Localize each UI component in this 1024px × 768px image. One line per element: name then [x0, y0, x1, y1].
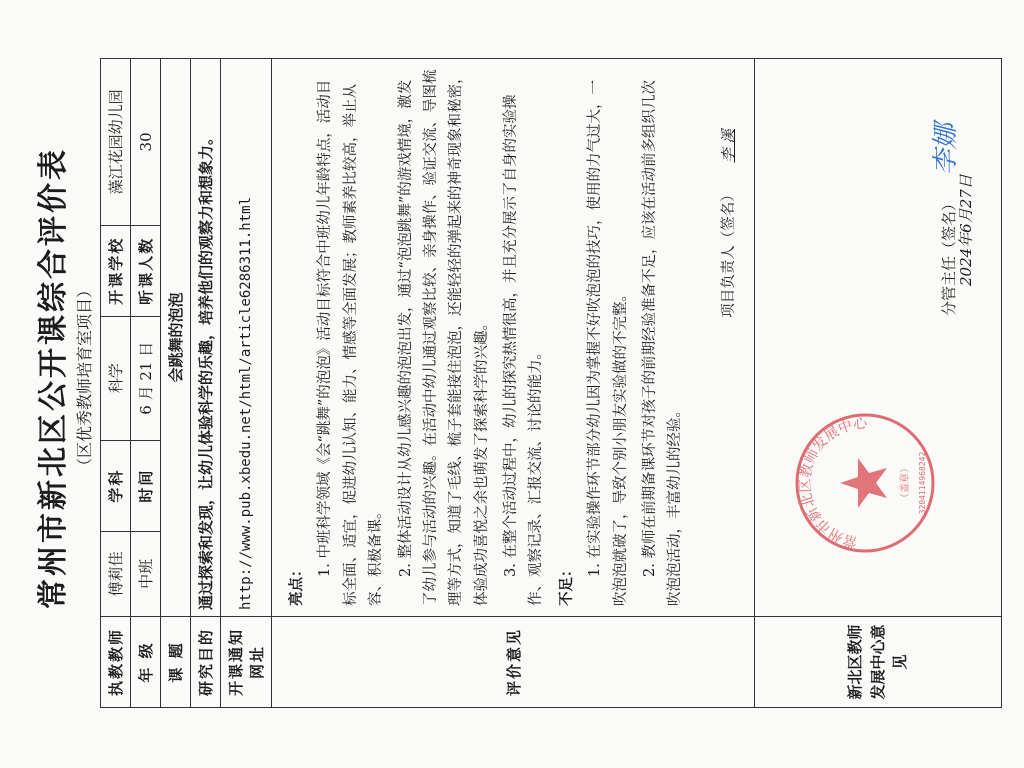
- purpose-value: 通过探索和发现，让幼儿体验科学的乐趣，培养他们的观察力和想象力。: [191, 59, 221, 617]
- stamp-star-icon: [840, 458, 887, 508]
- shortcoming-point: 2. 教师在前期备课环节对孩子的前期经验准备不足，应该在活动前多组织几次吹泡泡活动，丰富幼儿的经验。: [641, 80, 684, 606]
- form-subtitle: （区优秀教师培育室项目）: [75, 282, 94, 475]
- teacher-label: 执教教师: [101, 617, 131, 708]
- grade-value: 中班: [131, 531, 161, 616]
- form-title: 常州市新北区公开课综合评价表: [36, 147, 71, 609]
- school-value: 藻江花园幼儿园: [101, 59, 131, 226]
- url-label: 开课通知网址: [221, 617, 272, 708]
- highlights-heading: 亮点：: [288, 562, 305, 606]
- subject-value: 科学: [101, 316, 131, 440]
- director-sign-label: 分管主任（签名）: [940, 195, 958, 316]
- purpose-label: 研究目的: [191, 617, 221, 708]
- form-table: [100, 58, 1002, 708]
- highlight-point: 3. 在整个活动过程中，幼儿的探究热情很高，并且充分展示了自身的实验操作、观察记录、汇报交流、讨论的能力。: [503, 94, 545, 606]
- shortcoming-point: 1. 在实验操作环节部分幼儿因为掌握不好吹泡泡的技巧，使用的力气过大，一吹泡泡就破了，导致个别小朋友实验做的不完整。: [587, 80, 629, 606]
- stamp-text: 常州市新北区教师发展中心: [797, 415, 868, 550]
- listeners-label: 听课人数: [131, 225, 161, 316]
- highlight-point: 1. 中班科学领域《会“跳舞”的泡泡》活动目标符合中班幼儿年龄特点，活动目标全面、适宜，促进幼儿认知、能力、情感等全面发展；教师素养比较高，举止从容、积极备课。: [317, 79, 385, 606]
- project-lead-signature: 李 溪: [720, 129, 737, 163]
- subject-label: 学科: [101, 440, 131, 531]
- grade-label: 年 级: [131, 617, 161, 708]
- school-label: 开课学校: [101, 225, 131, 316]
- evaluation-content: [272, 59, 755, 617]
- url-value: http://www.pub.xbedu.net/html/article6286311.html: [221, 59, 272, 617]
- project-lead-sign-label: 项目负责人（签名）: [720, 187, 737, 318]
- center-opinion-label: 新北区教师发展中心意见: [755, 617, 1002, 708]
- shortcomings-heading: 不足：: [557, 562, 575, 606]
- sign-date: 2024年6月27日: [957, 174, 975, 286]
- listeners-value: 30: [131, 59, 161, 226]
- stamp-number: 3204114968242: [918, 451, 927, 515]
- time-label: 时间: [131, 440, 161, 531]
- topic-label: 课 题: [161, 617, 191, 708]
- evaluation-label: 评价意见: [272, 617, 755, 708]
- stamp-subtext: （盖章）: [900, 463, 911, 503]
- topic-value: 会跳舞的泡泡: [161, 59, 191, 617]
- director-signature: 李娜: [931, 123, 961, 176]
- time-value: 6 月 21 日: [131, 316, 161, 440]
- official-stamp: [790, 408, 940, 558]
- project-lead-signature-line: [717, 69, 742, 606]
- highlight-point: 2. 整体活动设计从幼儿感兴趣的泡泡出发，通过“泡泡跳舞”的游戏情境，激发了幼儿参与活动的兴趣。在活动中幼儿通过观察比较、亲身操作、验证交流、导图梳理等方式，知道了毛线、梳子套能接住泡泡，还能轻轻的弹起来的神奇现象和秘密，体验成功喜悦之余也萌发了探索科学的兴趣。: [397, 69, 490, 606]
- teacher-name: 傅莉佳: [101, 531, 131, 616]
